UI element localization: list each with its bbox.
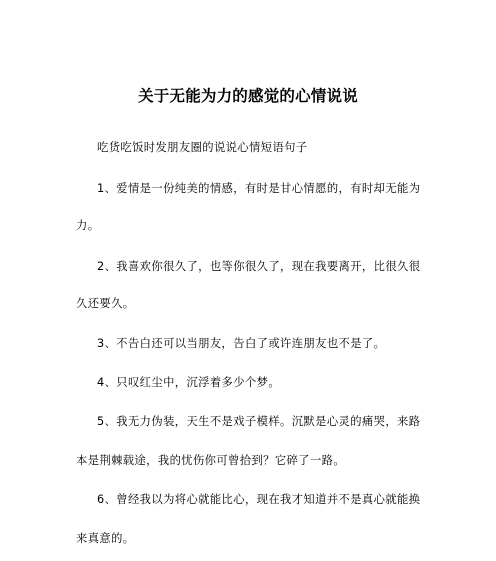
paragraph-5-line-1: 5、我无力伪装，天生不是戏子模样。沉默是心灵的痛哭，来路 xyxy=(97,415,421,428)
paragraph-1-line-2: 力。 xyxy=(76,219,100,232)
paragraph-3-line-1: 3、不告白还可以当朋友，告白了或许连朋友也不是了。 xyxy=(97,337,386,350)
document-title: 关于无能为力的感觉的心情说说 xyxy=(138,87,358,105)
paragraph-1-line-1: 1、爱情是一份纯美的情感，有时是甘心情愿的，有时却无能为 xyxy=(97,182,421,195)
paragraph-6-line-1: 6、曾经我以为将心就能比心，现在我才知道并不是真心就能换 xyxy=(97,493,421,506)
paragraph-2-line-2: 久还要久。 xyxy=(76,297,135,310)
subtitle-line: 吃货吃饭时发朋友圈的说说心情短语句子 xyxy=(97,141,308,154)
paragraph-5-line-2: 本是荆棘载途，我的忧伤你可曾拾到？它碎了一路。 xyxy=(76,454,346,467)
paragraph-4-line-1: 4、只叹红尘中，沉浮着多少个梦。 xyxy=(97,376,281,389)
paragraph-6-line-2: 来真意的。 xyxy=(76,532,135,545)
paragraph-2-line-1: 2、我喜欢你很久了，也等你很久了，现在我要离开，比很久很 xyxy=(97,260,421,273)
